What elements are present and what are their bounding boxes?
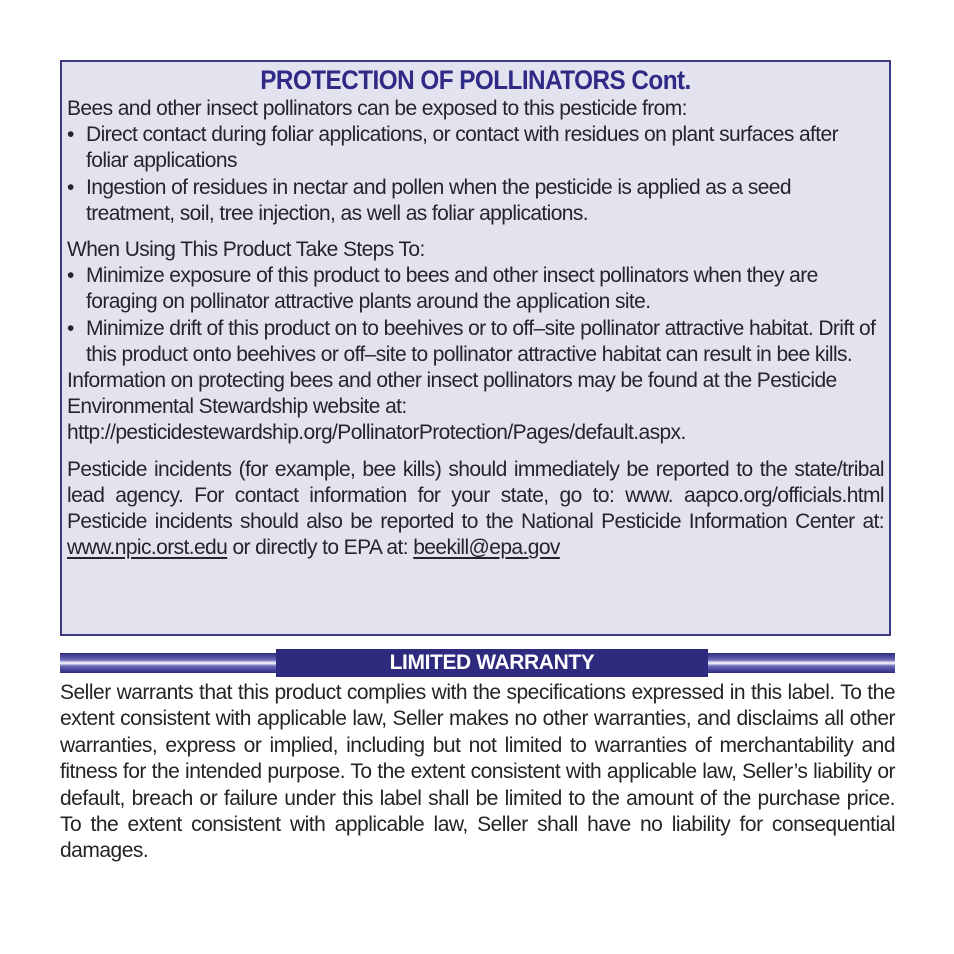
exposure-bullet-text: Direct contact during foliar applications, or contact with residues on plant surfaces after foliar applications — [86, 123, 838, 173]
warranty-heading: LIMITED WARRANTY — [276, 649, 708, 677]
bullet-glyph: • — [67, 123, 74, 147]
warranty-body: Seller warrants that this product complies with the specifications expressed in this label. To the extent consistent with applicable law, Seller makes no other warranties, and disclaims all other warranties, express or implied, including but not limited to warranties of merchantability and fitness for the intended purpose. To the extent consistent with applicable law, Seller’s liability or default, breach or failure under this label shall be limited to the amount of the purchase price. To the extent consistent with applicable law, Seller shall have no liability for consequential damages. — [60, 681, 895, 863]
exposure-bullet-text: Ingestion of residues in nectar and pollen when the pesticide is applied as a seed treatment, soil, tree injection, as well as foliar applications. — [86, 175, 791, 225]
bullet-glyph: • — [67, 264, 74, 288]
npic-link[interactable]: www.npic.orst.edu — [67, 536, 228, 560]
incidents-text: Pesticide incidents (for example, bee kills) should immediately be reported to the state/tribal lead agency. For contact information for your state, go to: www. aapco.org/officials.html Pesticide incidents should also be reported to the National Pesticide Information Center at: — [67, 457, 884, 534]
spacer — [67, 447, 884, 457]
incidents-paragraph — [67, 457, 884, 562]
step-bullet-text: Minimize drift of this product on to beehives or to off–site pollinator attractive habitat. Drift of this product onto beehives or off–site to pollinator attractive habitat can result in bee kills. — [86, 316, 876, 366]
bullet-item — [67, 122, 884, 174]
info-paragraph: Information on protecting bees and other insect pollinators may be found at the Pesticide Environmental Stewardship website at: — [67, 369, 837, 419]
bullet-item — [67, 263, 884, 315]
epa-email-link[interactable]: beekill@epa.gov — [413, 536, 560, 560]
pollinator-protection-box — [60, 60, 891, 636]
bullet-item — [67, 175, 884, 227]
bullet-item — [67, 316, 884, 368]
section-title: PROTECTION OF POLLINATORS Cont. — [260, 65, 691, 95]
spacer — [67, 227, 884, 237]
steps-heading: When Using This Product Take Steps To: — [67, 238, 425, 262]
exposure-intro: Bees and other insect pollinators can be exposed to this pesticide from: — [67, 97, 687, 120]
bullet-glyph: • — [67, 175, 74, 199]
epa-connector-text: or directly to EPA at: — [232, 536, 408, 560]
banner-decorative-bar-left — [60, 653, 280, 673]
bullet-glyph: • — [67, 316, 74, 340]
stewardship-url[interactable]: http://pesticidestewardship.org/PollinatorProtection/Pages/default.aspx. — [67, 421, 686, 445]
step-bullet-text: Minimize exposure of this product to bees and other insect pollinators when they are foraging on pollinator attractive plants around the application site. — [86, 264, 818, 314]
warranty-banner — [60, 649, 895, 677]
banner-decorative-bar-right — [703, 653, 895, 673]
